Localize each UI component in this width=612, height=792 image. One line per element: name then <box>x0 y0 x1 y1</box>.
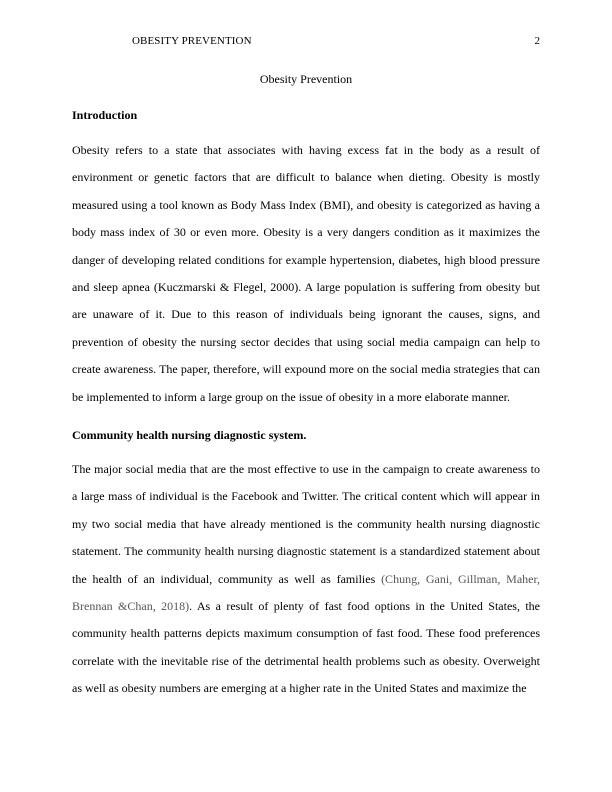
document-title: Obesity Prevention <box>259 72 353 86</box>
section-heading-introduction: Introduction <box>72 108 138 122</box>
paragraph-text-part1: The major social media that are the most effective to use in the campaign to create awareness to a large mass of individual is the Facebook and Twitter. The critical content which will appear in my two social media that have already mentioned is the community health nursing diagnostic statement. The community health nursing diagnostic statement is a standardized statement about the health of an individual, community as well as families <box>72 462 540 586</box>
paragraph-introduction: Obesity refers to a state that associates with having excess fat in the body as a result of environment or genetic factors that are difficult to balance when dieting. Obesity is mostly measured using a tool known as Body Mass Index (BMI), and obesity is categorized as having a body mass index of 30 or even more. Obesity is a very dangers condition as it maximizes the danger of developing related conditions for example hypertension, diabetes, high blood pressure and sleep apnea (Kuczmarski & Flegel, 2000). A large population is suffering from obesity but are unaware of it. Due to this reason of individuals being ignorant the causes, signs, and prevention of obesity the nursing sector decides that using social media campaign can help to create awareness. The paper, therefore, will expound more on the social media strategies that can be implemented to inform a large group on the issue of obesity in a more elaborate manner. <box>72 143 540 404</box>
page-number: 2 <box>534 35 540 47</box>
paragraph-text-part2: . As a result of plenty of fast food options in the United States, the community health patterns depicts maximum consumption of fast food. These food preferences correlate with the inevitable rise of the detrimental health problems such as obesity. Overweight as well as obesity numbers are emerging at a higher rate in the United States and maximize the <box>72 599 541 696</box>
paragraph-community-health <box>72 456 540 703</box>
section-heading-community-health: Community health nursing diagnostic system. <box>72 428 307 442</box>
citation: (Chung, Gani, Gillman, Maher, Brennan &Chan, 2018) <box>72 571 540 614</box>
running-head: OBESITY PREVENTION <box>132 35 252 47</box>
